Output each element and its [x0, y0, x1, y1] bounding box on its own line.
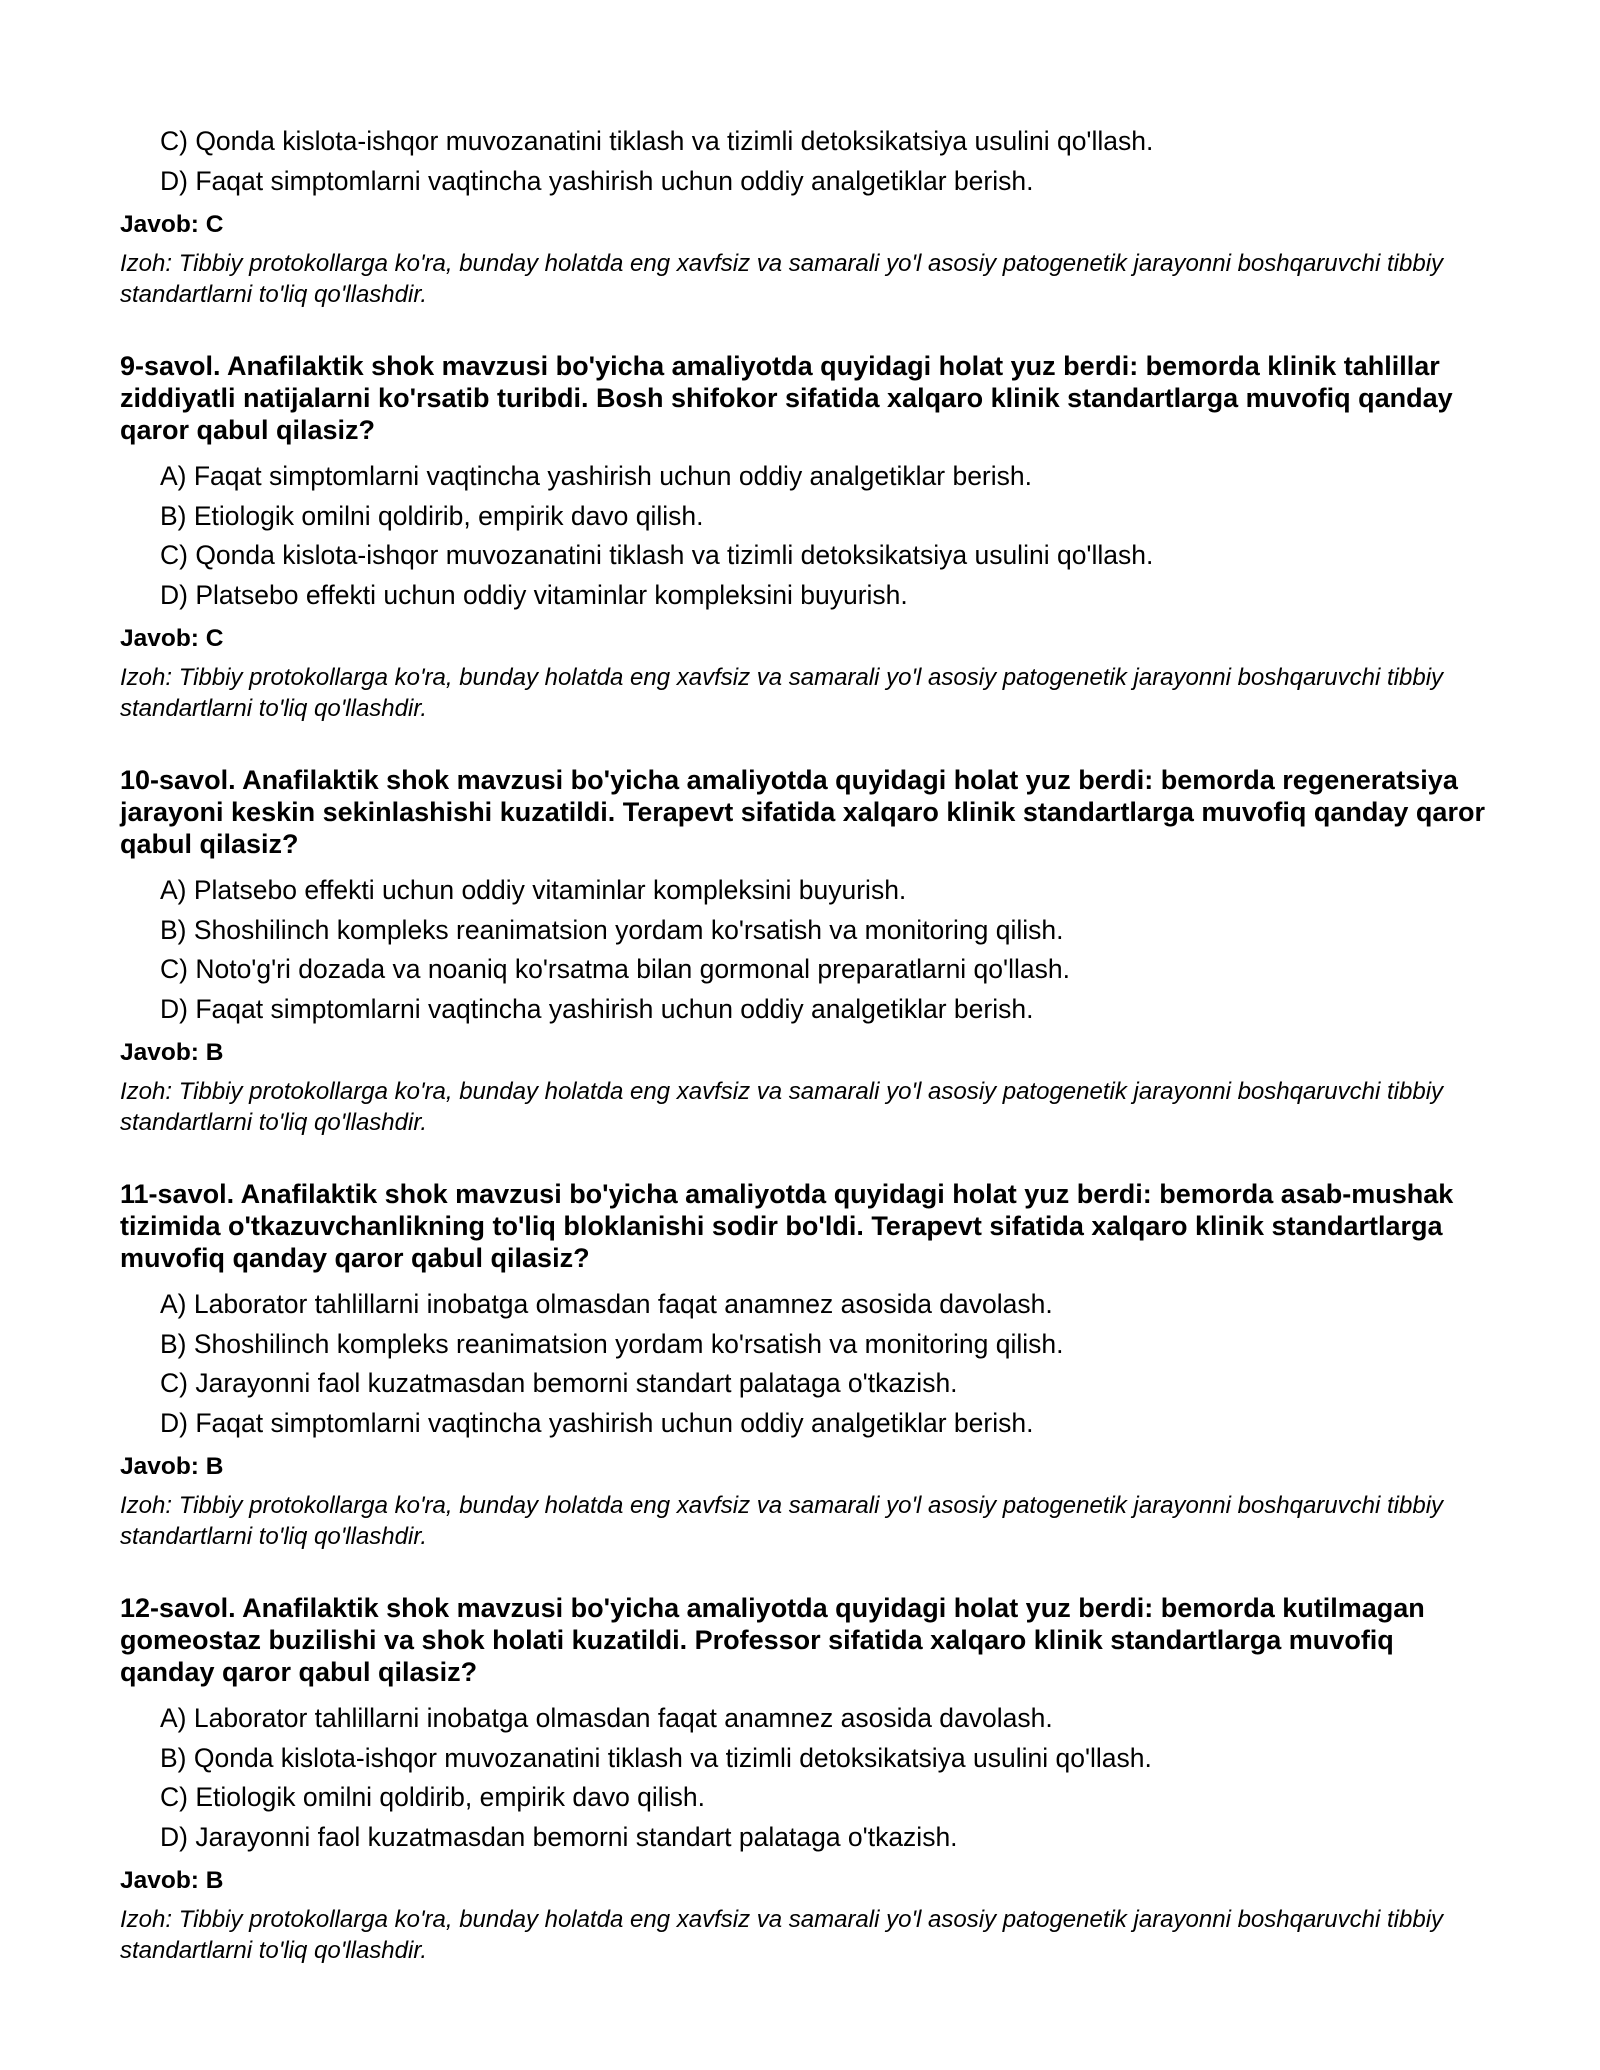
- option-d: D) Jarayonni faol kuzatmasdan bemorni standart palataga o'tkazish.: [160, 1821, 958, 1852]
- question-title: 12-savol. Anafilaktik shok mavzusi bo'yicha amaliyotda quyidagi holat yuz berdi: bemorda kutilmagan gomeostaz buzilishi va shok holati kuzatildi. Professor sifatida xalqaro klinik standartlarga muvofiq qanday qaror qabul qilasiz?: [120, 1593, 1425, 1687]
- option-d: D) Faqat simptomlarni vaqtincha yashirish uchun oddiy analgetiklar berish.: [160, 165, 1034, 196]
- question-10: [120, 764, 1490, 1138]
- option-c: C) Qonda kislota-ishqor muvozanatini tiklash va tizimli detoksikatsiya usulini qo'llash.: [160, 126, 1154, 156]
- question-8-continuation: [120, 122, 1490, 310]
- question-title: 9-savol. Anafilaktik shok mavzusi bo'yicha amaliyotda quyidagi holat yuz berdi: bemorda klinik tahlillar ziddiyatli natijalarni ko'rsatib turibdi. Bosh shifokor sifatida xalqaro klinik standartlarga muvofiq qanday qaror qabul qilasiz?: [120, 351, 1453, 445]
- explanation-note: Izoh: Tibbiy protokollarga ko'ra, bunday holatda eng xavfsiz va samarali yo'l asosiy patogenetik jarayonni boshqaruvchi tibbiy standartlarni to'liq qo'llashdir.: [120, 664, 1444, 722]
- option-b: B) Shoshilinch kompleks reanimatsion yordam ko'rsatish va monitoring qilish.: [160, 914, 1064, 945]
- option-b: B) Etiologik omilni qoldirib, empirik davo qilish.: [160, 500, 704, 531]
- answer: Javob: C: [120, 625, 224, 652]
- option-a: A) Laborator tahlillarni inobatga olmasdan faqat anamnez asosida davolash.: [160, 1703, 1053, 1733]
- answer: Javob: B: [120, 1867, 224, 1894]
- option-d: D) Platsebo effekti uchun oddiy vitaminlar kompleksini buyurish.: [160, 579, 908, 610]
- question-12: [120, 1592, 1490, 1966]
- explanation-note: Izoh: Tibbiy protokollarga ko'ra, bunday holatda eng xavfsiz va samarali yo'l asosiy patogenetik jarayonni boshqaruvchi tibbiy standartlarni to'liq qo'llashdir.: [120, 250, 1444, 308]
- document-page: [120, 122, 1490, 1966]
- option-c: C) Jarayonni faol kuzatmasdan bemorni standart palataga o'tkazish.: [160, 1368, 958, 1398]
- answer: Javob: B: [120, 1039, 224, 1066]
- question-title: 10-savol. Anafilaktik shok mavzusi bo'yicha amaliyotda quyidagi holat yuz berdi: bemorda regeneratsiya jarayoni keskin sekinlashishi kuzatildi. Terapevt sifatida xalqaro klinik standartlarga muvofiq qanday qaror qabul qilasiz?: [120, 765, 1485, 859]
- option-b: B) Qonda kislota-ishqor muvozanatini tiklash va tizimli detoksikatsiya usulini qo'llash.: [160, 1742, 1152, 1773]
- question-11: [120, 1178, 1490, 1552]
- option-c: C) Etiologik omilni qoldirib, empirik davo qilish.: [160, 1782, 705, 1812]
- question-title: 11-savol. Anafilaktik shok mavzusi bo'yicha amaliyotda quyidagi holat yuz berdi: bemorda asab-mushak tizimida o'tkazuvchanlikning to'liq bloklanishi sodir bo'ldi. Terapevt sifatida xalqaro klinik standartlarga muvofiq qanday qaror qabul qilasiz?: [120, 1179, 1454, 1273]
- explanation-note: Izoh: Tibbiy protokollarga ko'ra, bunday holatda eng xavfsiz va samarali yo'l asosiy patogenetik jarayonni boshqaruvchi tibbiy standartlarni to'liq qo'llashdir.: [120, 1078, 1444, 1136]
- explanation-note: Izoh: Tibbiy protokollarga ko'ra, bunday holatda eng xavfsiz va samarali yo'l asosiy patogenetik jarayonni boshqaruvchi tibbiy standartlarni to'liq qo'llashdir.: [120, 1906, 1444, 1964]
- answer: Javob: B: [120, 1453, 224, 1480]
- question-9: [120, 350, 1490, 724]
- option-c: C) Qonda kislota-ishqor muvozanatini tiklash va tizimli detoksikatsiya usulini qo'llash.: [160, 540, 1154, 570]
- option-a: A) Laborator tahlillarni inobatga olmasdan faqat anamnez asosida davolash.: [160, 1289, 1053, 1319]
- answer: Javob: C: [120, 211, 224, 238]
- explanation-note: Izoh: Tibbiy protokollarga ko'ra, bunday holatda eng xavfsiz va samarali yo'l asosiy patogenetik jarayonni boshqaruvchi tibbiy standartlarni to'liq qo'llashdir.: [120, 1492, 1444, 1550]
- option-d: D) Faqat simptomlarni vaqtincha yashirish uchun oddiy analgetiklar berish.: [160, 1407, 1034, 1438]
- option-b: B) Shoshilinch kompleks reanimatsion yordam ko'rsatish va monitoring qilish.: [160, 1328, 1064, 1359]
- option-c: C) Noto'g'ri dozada va noaniq ko'rsatma bilan gormonal preparatlarni qo'llash.: [160, 954, 1070, 984]
- option-a: A) Platsebo effekti uchun oddiy vitaminlar kompleksini buyurish.: [160, 875, 907, 905]
- option-d: D) Faqat simptomlarni vaqtincha yashirish uchun oddiy analgetiklar berish.: [160, 993, 1034, 1024]
- option-a: A) Faqat simptomlarni vaqtincha yashirish uchun oddiy analgetiklar berish.: [160, 461, 1032, 491]
